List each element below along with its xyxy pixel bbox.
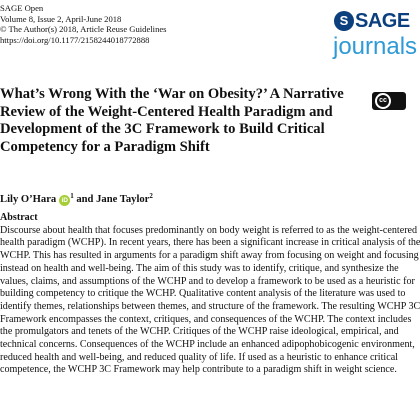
article-metadata [0,3,340,45]
abstract-line: the promulgators and tenets of the WCHP. Critiques of the WCHP raise ideological, empirical, and [0,326,399,338]
affiliation-marker[interactable]: 1 [70,192,74,200]
abstract-line: reduced health and well-being, and reduced quality of life. If used as a heuristic to enhance critical [0,351,398,363]
abstract-line: instead on health and well-being. The aim of this study was to identify, critique, and synthesize the [0,262,399,274]
abstract-heading: Abstract [0,212,38,223]
journal-name: SAGE Open [0,3,44,13]
doi-link[interactable]: https://doi.org/10.1177/2158244018772888 [0,34,150,45]
abstract-line: values, claims, and assumptions of the WCHP and to develop a framework to be used as a heuristic for [0,275,415,287]
article-title: What’s Wrong With the ‘War on Obesity?’ A Narrative Review of the Weight-Centered Health Paradigm and Development of the 3C Framework to Build Critical Competency for a Paradigm Shift [0,86,344,155]
orcid-icon[interactable]: iD [59,195,70,206]
abstract-line: health paradigm (WCHP). In recent years, there has been a significant increase in critical analysis of the [0,237,420,249]
abstract-line: technical concerns. Consequences of the WCHP include an enhanced adipophobicogenic environment, [0,339,415,351]
copyright-notice[interactable]: © The Author(s) 2018, Article Reuse Guidelines [0,24,167,35]
author-separator: and [76,194,94,205]
creative-commons-badge[interactable] [372,92,406,110]
author-name[interactable]: Jane Taylor [96,194,150,205]
abstract-line: WCHP. This has resulted in arguments for a paradigm shift away from focusing on weight and focusing [0,250,419,262]
sage-journals-logo[interactable] [332,10,418,71]
affiliation-marker[interactable]: 2 [149,192,153,200]
sage-logo-word: SAGE [355,10,410,32]
abstract-line: Discourse about health that focuses predominantly on body weight is referred to as the weight-centered [0,224,418,236]
author-name[interactable]: Lily O’Hara [0,194,57,205]
abstract-line: competence, the WCHP 3C Framework may help contribute to a paradigm shift in weight science. [0,364,397,376]
creative-commons-icon: cc [375,93,391,109]
abstract-line: building competency to critique the WCHP. Qualitative content analysis of the literature was used to [0,288,406,300]
sage-logo-mark-icon: S [334,11,354,31]
abstract-line: Framework encompasses the context, critiques, and consequences of the WCHP. The context includes [0,313,412,325]
author-list [0,189,153,207]
journal-issue: Volume 8, Issue 2, April-June 2018 [0,13,122,24]
journals-logo-word: journals [333,33,418,60]
abstract-line: identify themes, relationships between themes, and structure of the framework. The resulting WCHP 3C [0,300,420,312]
abstract-section [0,212,420,377]
